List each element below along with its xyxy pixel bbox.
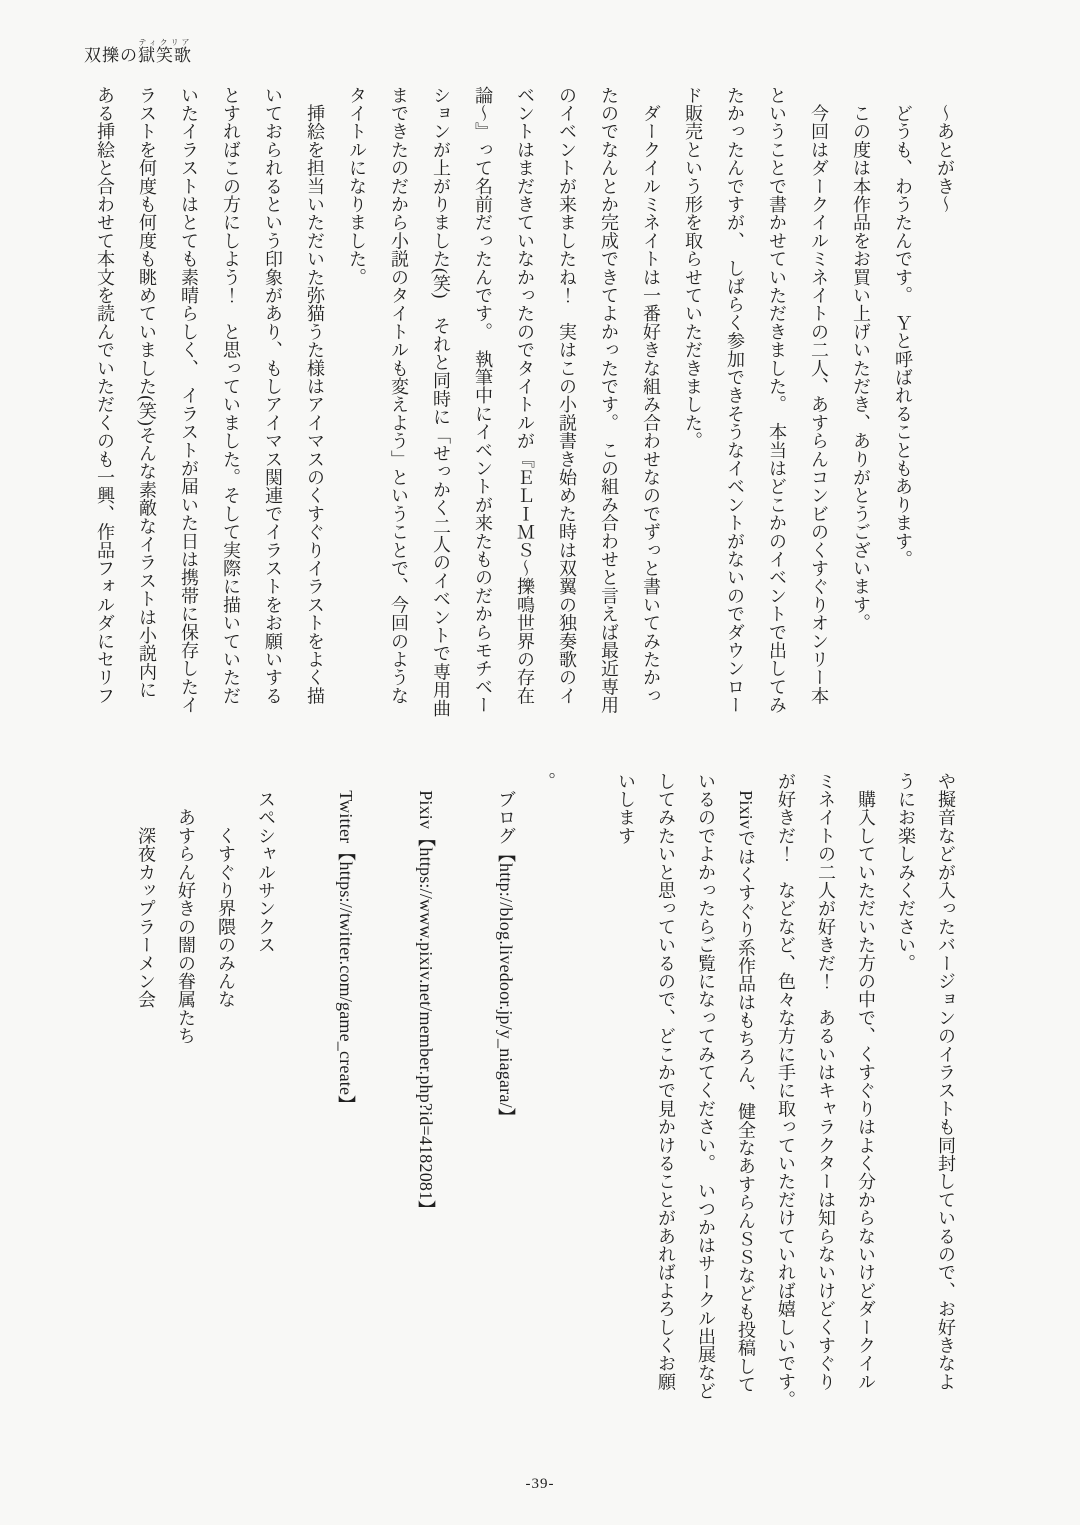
afterword-upper-block <box>84 86 966 780</box>
afterword-column: どうも、わうたんです。 Ｙと呼ばれることもあります。 <box>893 86 913 569</box>
special-thanks-heading-column: スペシャルサンクス <box>256 772 276 954</box>
afterword-column: 今回はダークイルミネイトの二人、あすらんコンビのくすぐりオンリー本 <box>809 86 829 705</box>
afterword-column: ある挿絵と合わせて本文を読んでいただくのも一興、作品フォルダにセリフ <box>95 86 115 705</box>
afterword-lower-block <box>126 772 966 1482</box>
page-number: -39- <box>525 1476 555 1492</box>
spacer-column <box>286 772 326 1482</box>
afterword-column: ションが上がりました(笑) それと同時に「せっかく二人のイベントで専用曲 <box>431 86 451 718</box>
book-title-base: 獄笑歌 <box>138 46 192 65</box>
special-thanks-item-column: 深夜カップラーメン会 <box>136 772 156 1009</box>
afterword-heading-column: ～あとがき～ <box>935 86 955 214</box>
spacer-column <box>566 772 606 1482</box>
afterword-column: たかったんですが、 しばらく参加できそうなイベントがないのでダウンロー <box>725 86 745 714</box>
afterword-column: ということで書かせていただきました。 本当はどこかのイベントで出してみ <box>767 86 787 714</box>
afterword-column: ベントはまだきていなかったのでタイトルが『ＥＬＩＭＳ～擽鳴世界の存在 <box>515 86 535 705</box>
afterword-column: Pixivではくすぐり系作品はもちろん、健全なあすらんＳＳなども投稿して <box>736 772 756 1394</box>
special-thanks-item-column: くすぐり界隈のみんな <box>216 772 236 1009</box>
afterword-column: してみたいと思っているので、どこかで見かけることがあればよろしくお願 <box>656 772 676 1391</box>
afterword-column: 論～』って名前だったんです。 執筆中にイベントが来たものだからモチベー <box>473 86 493 714</box>
afterword-column: 購入していただいた方の中で、くすぐりはよく分からないけどダークイル <box>856 772 876 1391</box>
book-title <box>84 38 192 66</box>
afterword-column: まできたのだから小説のタイトルも変えよう」ということで、今回のような <box>389 86 409 705</box>
book-title-ruby <box>138 38 192 65</box>
afterword-column: ダークイルミネイトは一番好きな組み合わせなのでずっと書いてみたかっ <box>641 86 661 705</box>
afterword-column: ミネイトの二人が好きだ！ あるいはキャラクターは知らないけどくすぐり <box>816 772 836 1391</box>
afterword-column: が好きだ！ などなど、色々な方に手に取っていただけていれば嬉しいです。 <box>776 772 796 1409</box>
afterword-column: タイトルになりました。 <box>347 86 367 287</box>
afterword-column: 。 <box>536 772 556 791</box>
afterword-column: いたイラストはとても素晴らしく、 イラストが届いた日は携帯に保存したイ <box>179 86 199 714</box>
afterword-column: いるのでよかったらご覧になってみてください。 いつかはサークル出展など <box>696 772 716 1400</box>
book-title-furigana: ティクリア <box>138 38 192 47</box>
afterword-column: ラストを何度も何度も眺めていました(笑)そんな素敵なイラストは小説内に <box>137 86 157 699</box>
afterword-column: とすればこの方にしよう！ と思っていました。そして実際に描いていただ <box>221 86 241 705</box>
pixiv-url-column: Pixiv【https://www.pixiv.net/member.php?id=4182081】 <box>416 772 436 1219</box>
afterword-column: や擬音などが入ったバージョンのイラストも同封しているので、お好きなよ <box>936 772 956 1391</box>
twitter-url-column: Twitter【https://twitter.com/game_create】 <box>336 772 356 1114</box>
afterword-column: この度は本作品をお買い上げいただき、ありがとうございます。 <box>851 86 871 632</box>
spacer-column <box>446 772 486 1482</box>
afterword-column: いします <box>616 772 636 845</box>
blog-url-column: ブログ【http://blog.livedoor.jp/y_niagara/】 <box>496 772 516 1126</box>
special-thanks-item-column: あすらん好きの闇の眷属たち <box>176 772 196 1045</box>
spacer-column <box>366 772 406 1482</box>
afterword-column: ド販売という形を取らせていただきました。 <box>683 86 703 450</box>
afterword-column: いておられるという印象があり、もしアイマス関連でイラストをお願いする <box>263 86 283 705</box>
book-title-prefix: 双擽の <box>84 46 138 65</box>
afterword-column: たのでなんとか完成できてよかったです。 この組み合わせと言えば最近専用 <box>599 86 619 714</box>
afterword-column: のイベントが来ましたね！ 実はこの小説書き始めた時は双翼の独奏歌のイ <box>557 86 577 705</box>
afterword-column: うにお楽しみください。 <box>896 772 916 973</box>
afterword-column: 挿絵を担当いただいた弥猫うた様はアイマスのくすぐりイラストをよく描 <box>305 86 325 705</box>
